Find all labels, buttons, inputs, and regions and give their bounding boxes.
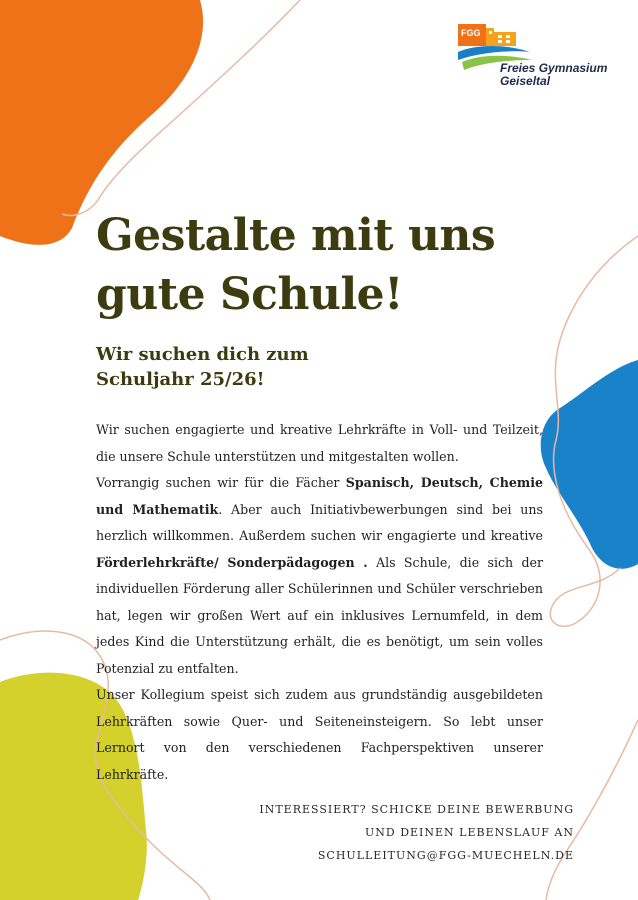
paragraph-subjects	[96, 470, 543, 682]
paragraph-subjects-text-c: Als Schule, die sich der individuellen Förderung aller Schülerinnen und Schüler verschrieben hat, legen wir großen Wert auf ein inklusives Lernumfeld, in dem jedes Kind die Unterstützung erhält, die es benötigt, um sein volles Potenzial zu entfalten.	[96, 554, 543, 676]
cta-line1: INTERESSIERT? SCHICKE DEINE BEWERBUNG	[259, 803, 574, 816]
subheadline	[96, 342, 396, 392]
school-logo	[456, 22, 626, 92]
subheadline-line1: Wir suchen dich zum	[96, 344, 309, 365]
logo-name-line2: Geiseltal	[500, 74, 551, 88]
body-text	[96, 417, 543, 788]
special-educators-highlight: Förderlehrkräfte/ Sonderpädagogen .	[96, 554, 368, 570]
blue-blob	[541, 360, 638, 569]
paragraph-staff: Unser Kollegium speist sich zudem aus grundständig ausgebildeten Lehrkräften sowie Quer- und Seiteneinsteigern. So lebt unser Lernort von den verschiedenen Fachperspektiven unserer Lehrkräfte.	[96, 687, 543, 782]
headline	[96, 206, 566, 324]
paragraph-subjects-text-a: Vorrangig suchen wir für die Fächer	[96, 475, 346, 490]
contact-email: SCHULLEITUNG@FGG-MUECHELN.DE	[317, 849, 574, 862]
cta-line2: UND DEINEN LEBENSLAUF AN	[364, 826, 574, 839]
subheadline-line2: Schuljahr 25/26!	[96, 369, 265, 390]
logo-name-line1: Freies Gymnasium	[500, 61, 608, 75]
subjects-highlight: Spanisch, Deutsch, Chemie und Mathematik	[96, 475, 543, 517]
paragraph-subjects-text-b: . Aber auch Initiativbewerbungen sind bei uns herzlich willkommen. Außerdem suchen wir engagierte und kreative	[96, 501, 543, 543]
headline-line2: gute Schule!	[96, 269, 403, 320]
call-to-action	[259, 798, 574, 867]
logo-abbreviation: FGG	[461, 28, 481, 38]
paragraph-intro: Wir suchen engagierte und kreative Lehrkräfte in Voll- und Teilzeit, die unsere Schule unterstützen und mitgestalten wollen.	[96, 422, 543, 464]
headline-line1: Gestalte mit uns	[96, 210, 496, 261]
